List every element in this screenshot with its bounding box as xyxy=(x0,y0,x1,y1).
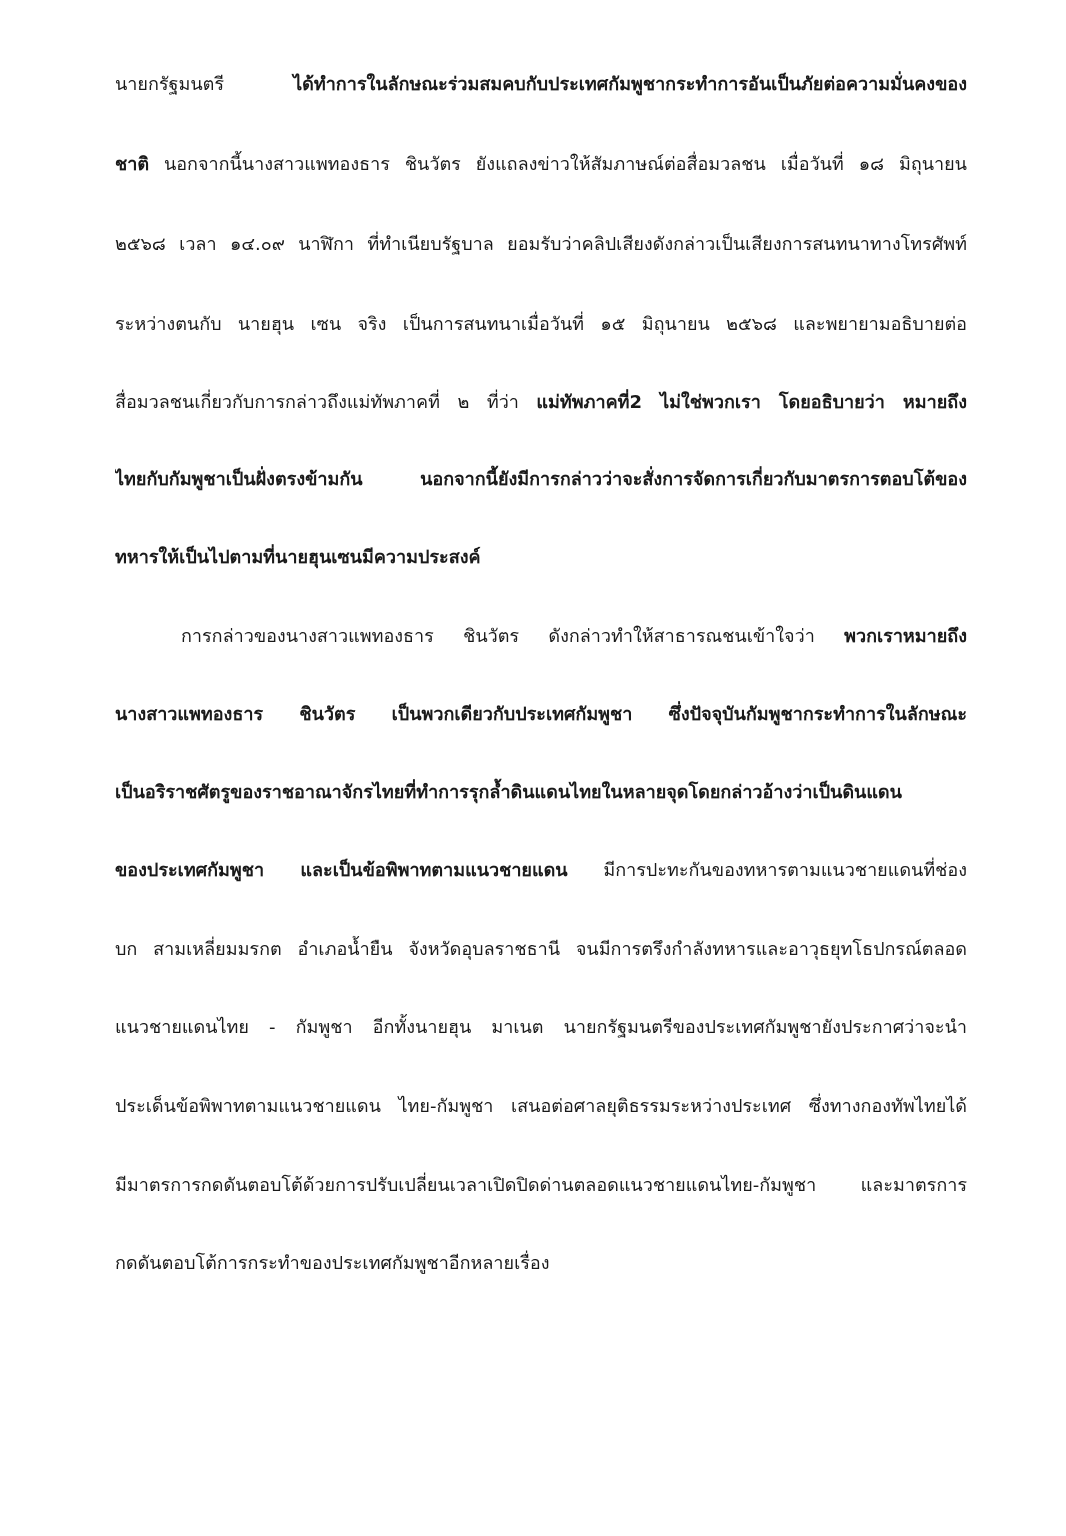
paragraph-1-line-5 xyxy=(115,383,967,423)
text-span: ระหว่างตนกับ นายฮุน เซน จริง เป็นการสนทนาเมื่อวันที่ ๑๕ มิถุนายน ๒๕๖๘ และพยายามอธิบายต่อ xyxy=(115,314,967,335)
text-span: มีการปะทะกันของทหารตามแนวชายแดนที่ช่อง xyxy=(567,860,967,881)
paragraph-1-line-6 xyxy=(115,460,967,500)
paragraph-1-line-1 xyxy=(115,65,967,105)
bold-text-span: ไทยกับกัมพูชาเป็นฝั่งตรงข้ามกัน นอกจากนี้ยังมีการกล่าวว่าจะสั่งการจัดการเกี่ยวกับมาตรการตอบโต้ของ xyxy=(115,469,967,490)
paragraph-1-line-2 xyxy=(115,145,967,185)
text-span: บก สามเหลี่ยมมรกต อำเภอน้ำยืน จังหวัดอุบลราชธานี จนมีการตรึงกำลังทหารและอาวุธยุทโธปกรณ์ตลอด xyxy=(115,939,967,960)
paragraph-2-line-1 xyxy=(181,617,967,657)
bold-text-span: ของประเทศกัมพูชา และเป็นข้อพิพาทตามแนวชายแดน xyxy=(115,860,568,881)
paragraph-1-line-3 xyxy=(115,225,967,265)
bold-text-span: แม่ทัพภาคที่2 ไม่ใช่พวกเรา โดยอธิบายว่า หมายถึง xyxy=(536,392,967,413)
text-span: กดดันตอบโต้การกระทำของประเทศกัมพูชาอีกหลายเรื่อง xyxy=(115,1253,550,1274)
text-span: สื่อมวลชนเกี่ยวกับการกล่าวถึงแม่ทัพภาคที่ ๒ ที่ว่า xyxy=(115,392,537,413)
bold-text-span: พวกเราหมายถึง xyxy=(844,626,967,647)
text-span: ประเด็นข้อพิพาทตามแนวชายแดน ไทย-กัมพูชา เสนอต่อศาลยุติธรรมระหว่างประเทศ ซึ่งทางกองทัพไทยได้ xyxy=(115,1096,967,1117)
paragraph-1-line-4 xyxy=(115,305,967,345)
paragraph-2-line-9 xyxy=(115,1244,967,1284)
paragraph-2-line-5 xyxy=(115,930,967,970)
text-span: มีมาตรการกดดันตอบโต้ด้วยการปรับเปลี่ยนเวลาเปิดปิดด่านตลอดแนวชายแดนไทย-กัมพูชา และมาตรการ xyxy=(115,1175,967,1196)
paragraph-2-line-8 xyxy=(115,1166,967,1206)
bold-text-span: นางสาวแพทองธาร ชินวัตร เป็นพวกเดียวกับประเทศกัมพูชา ซึ่งปัจจุบันกัมพูชากระทำการในลักษณะ xyxy=(115,704,967,725)
paragraph-2-line-2 xyxy=(115,695,967,735)
bold-text-span: ได้ทำการในลักษณะร่วมสมคบกับประเทศกัมพูชากระทำการอันเป็นภัยต่อความมั่นคงของ xyxy=(293,74,967,95)
paragraph-2-line-3 xyxy=(115,773,967,813)
bold-text-span: ทหารให้เป็นไปตามที่นายฮุนเซนมีความประสงค์ xyxy=(115,547,481,568)
bold-text-span: เป็นอริราชศัตรูของราชอาณาจักรไทยที่ทำการรุกล้ำดินแดนไทยในหลายจุดโดยกล่าวอ้างว่าเป็นดินแดน xyxy=(115,782,902,803)
text-span: การกล่าวของนางสาวแพทองธาร ชินวัตร ดังกล่าวทำให้สาธารณชนเข้าใจว่า xyxy=(181,626,845,647)
text-span: แนวชายแดนไทย - กัมพูชา อีกทั้งนายฮุน มาเนต นายกรัฐมนตรีของประเทศกัมพูชายังประกาศว่าจะนำ xyxy=(115,1017,967,1038)
bold-text-span: ชาติ xyxy=(115,154,150,175)
text-span: นายกรัฐมนตรี xyxy=(115,74,294,95)
paragraph-1-line-7 xyxy=(115,538,967,578)
paragraph-2-line-4 xyxy=(115,851,967,891)
text-span: ๒๕๖๘ เวลา ๑๔.๐๙ นาฬิกา ที่ทำเนียบรัฐบาล ยอมรับว่าคลิปเสียงดังกล่าวเป็นเสียงการสนทนาทางโทรศัพท์ xyxy=(115,234,967,255)
paragraph-2-line-7 xyxy=(115,1087,967,1127)
text-span: นอกจากนี้นางสาวแพทองธาร ชินวัตร ยังแถลงข่าวให้สัมภาษณ์ต่อสื่อมวลชน เมื่อวันที่ ๑๘ มิถุนายน xyxy=(149,154,967,175)
paragraph-2-line-6 xyxy=(115,1008,967,1048)
